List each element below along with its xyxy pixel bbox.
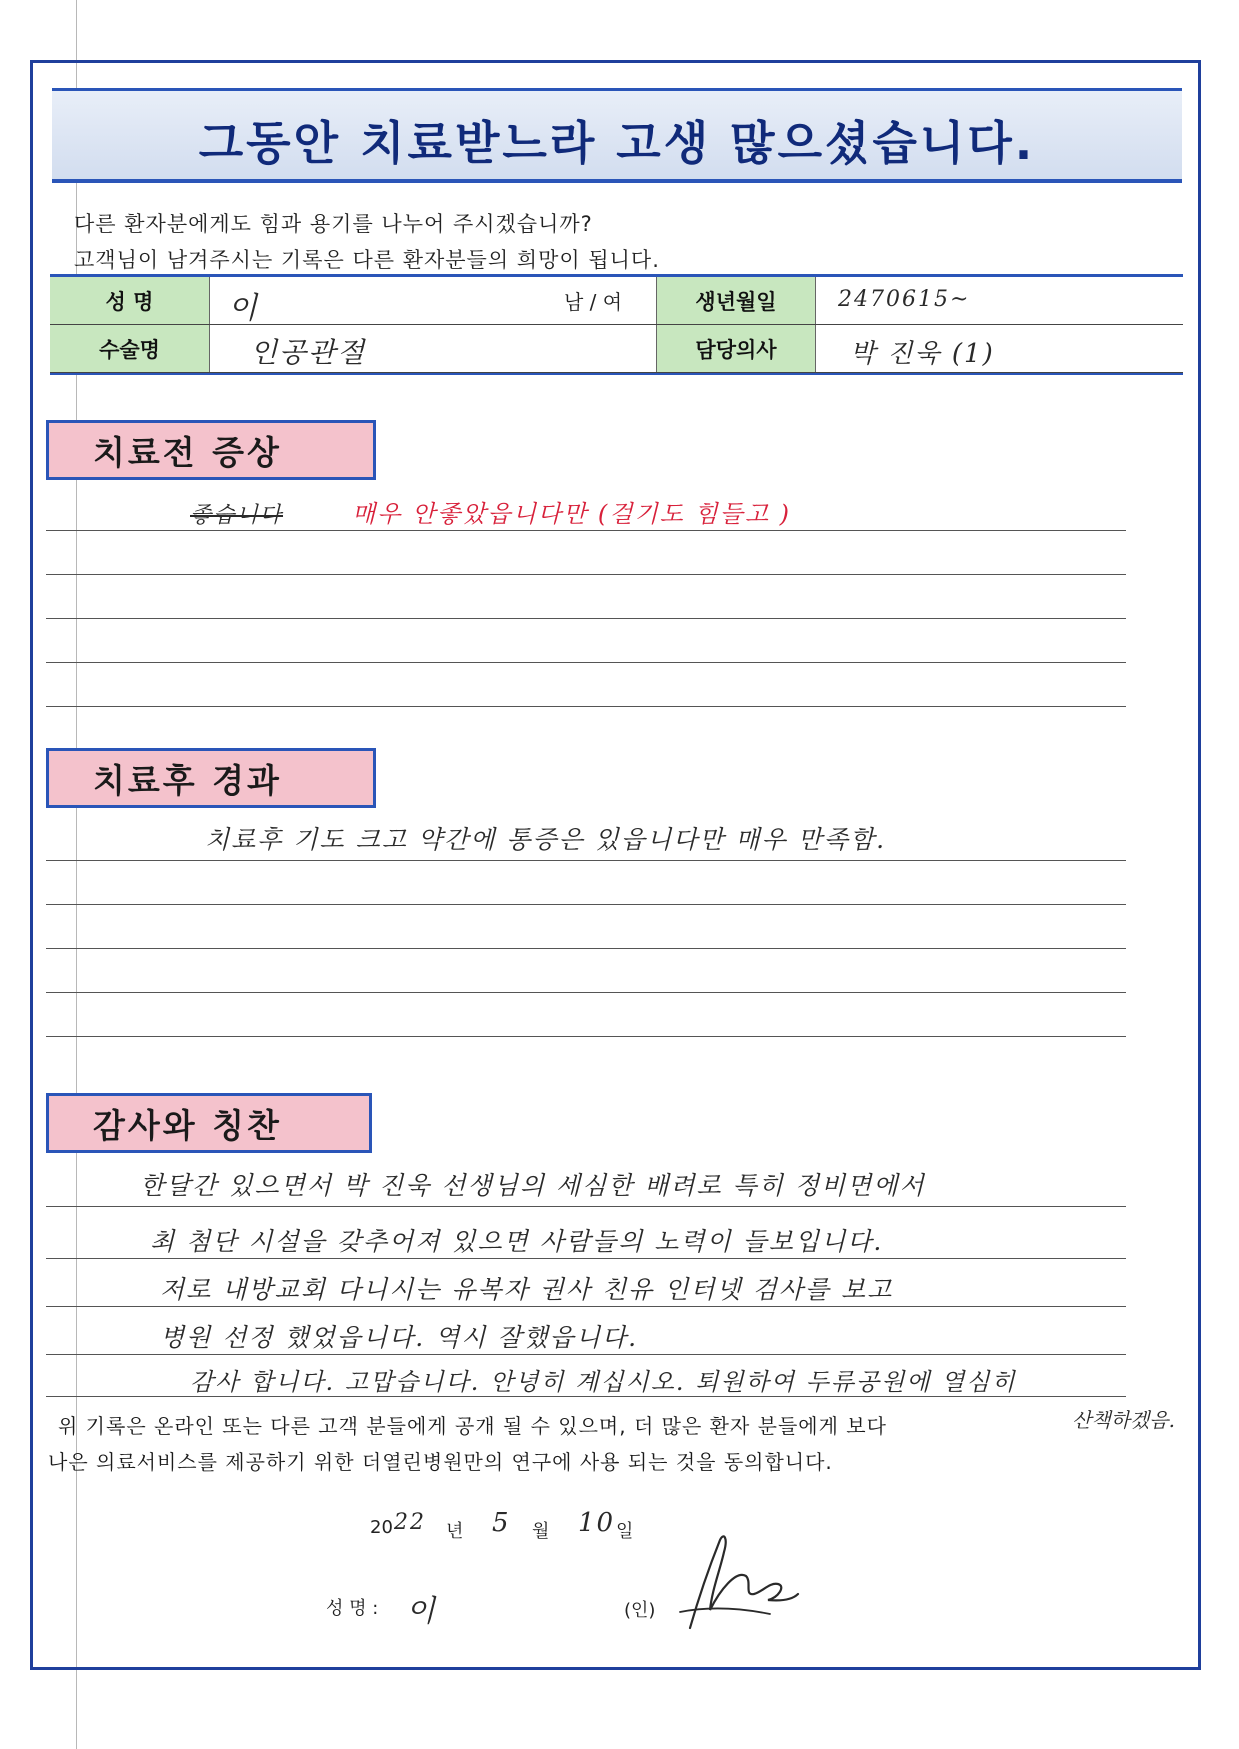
- signature-name-label: 성 명 :: [326, 1598, 379, 1619]
- date-day-value: 10: [578, 1508, 616, 1538]
- date-year-prefix: 20: [370, 1517, 393, 1538]
- seal-label: (인): [624, 1600, 656, 1621]
- intro-line-2: 고객님이 남겨주시는 기록은 다른 환자분들의 희망이 됩니다.: [74, 248, 660, 272]
- before-struck-text: 좋습니다: [190, 503, 284, 528]
- signature-name-value: 이: [406, 1594, 437, 1629]
- info-row-1: [50, 277, 1183, 325]
- before-rule-5: [46, 706, 1126, 707]
- birth-label: 생년월일: [656, 277, 816, 324]
- before-text-line-1: 매우 안좋았읍니다만 (걸기도 힘들고 ): [352, 500, 792, 528]
- consent-line-1: 위 기록은 온라인 또는 다른 고객 분들에게 공개 될 수 있으며, 더 많은 환자 분들에게 보다: [58, 1414, 887, 1438]
- thanks-line-3: 저로 내방교회 다니시는 유복자 권사 친유 인터넷 검사를 보고: [160, 1275, 894, 1304]
- date-month-value: 5: [492, 1508, 511, 1538]
- section-before-treatment: 치료전 증상: [46, 420, 376, 480]
- before-rule-2: [46, 574, 1126, 575]
- after-rule-3: [46, 948, 1126, 949]
- after-rule-1: [46, 860, 1126, 861]
- handwritten-signature: [650, 1510, 800, 1640]
- thanks-rule-3: [46, 1306, 1126, 1307]
- thanks-line-5: 감사 합니다. 고맙습니다. 안녕히 계십시오. 퇴원하여 두류공원에 열심히: [190, 1368, 1017, 1396]
- after-rule-2: [46, 904, 1126, 905]
- thanks-line-4: 병원 선정 했었읍니다. 역시 잘했읍니다.: [160, 1323, 639, 1352]
- thanks-rule-1: [46, 1206, 1126, 1207]
- date-month-label: 월: [532, 1521, 550, 1542]
- birth-value: 2470615~: [838, 287, 971, 312]
- consent-handwritten-note: 산책하겠음.: [1072, 1408, 1175, 1432]
- section-after-treatment: 치료후 경과: [46, 748, 376, 808]
- doctor-label: 담당의사: [656, 325, 816, 372]
- gender-label: 남 / 여: [563, 290, 623, 314]
- info-bottom-rule: [50, 373, 1183, 375]
- before-rule-3: [46, 618, 1126, 619]
- page-title: 그동안 치료받느라 고생 많으셨습니다.: [198, 116, 1036, 170]
- thanks-line-2: 최 첨단 시설을 갖추어져 있으면 사람들의 노력이 들보입니다.: [150, 1227, 884, 1256]
- title-banner: [52, 88, 1182, 183]
- surgery-value: 인공관절: [250, 336, 367, 369]
- consent-line-2: 나은 의료서비스를 제공하기 위한 더열린병원만의 연구에 사용 되는 것을 동의합니다.: [48, 1450, 833, 1474]
- date-day-label: 일: [616, 1521, 634, 1542]
- after-rule-5: [46, 1036, 1126, 1037]
- name-label: 성 명: [50, 277, 210, 324]
- section-thanks: 감사와 칭찬: [46, 1093, 372, 1153]
- info-row-2: [50, 325, 1183, 373]
- thanks-rule-4: [46, 1354, 1126, 1355]
- thanks-rule-5: [46, 1396, 1126, 1397]
- before-rule-1: [46, 530, 1126, 531]
- thanks-rule-2: [46, 1258, 1126, 1259]
- surgery-label: 수술명: [50, 325, 210, 372]
- doctor-value: 박 진욱 (1): [850, 339, 995, 369]
- thanks-line-1: 한달간 있으면서 박 진욱 선생님의 세심한 배려로 특히 정비면에서: [140, 1171, 926, 1200]
- date-year-value: 22: [394, 1510, 426, 1535]
- after-rule-4: [46, 992, 1126, 993]
- after-text-line-1: 치료후 기도 크고 약간에 통증은 있읍니다만 매우 만족함.: [205, 825, 887, 854]
- date-year-label: 년: [446, 1521, 464, 1542]
- before-rule-4: [46, 662, 1126, 663]
- name-value: 이: [228, 291, 259, 326]
- intro-line-1: 다른 환자분에게도 힘과 용기를 나누어 주시겠습니까?: [74, 212, 593, 236]
